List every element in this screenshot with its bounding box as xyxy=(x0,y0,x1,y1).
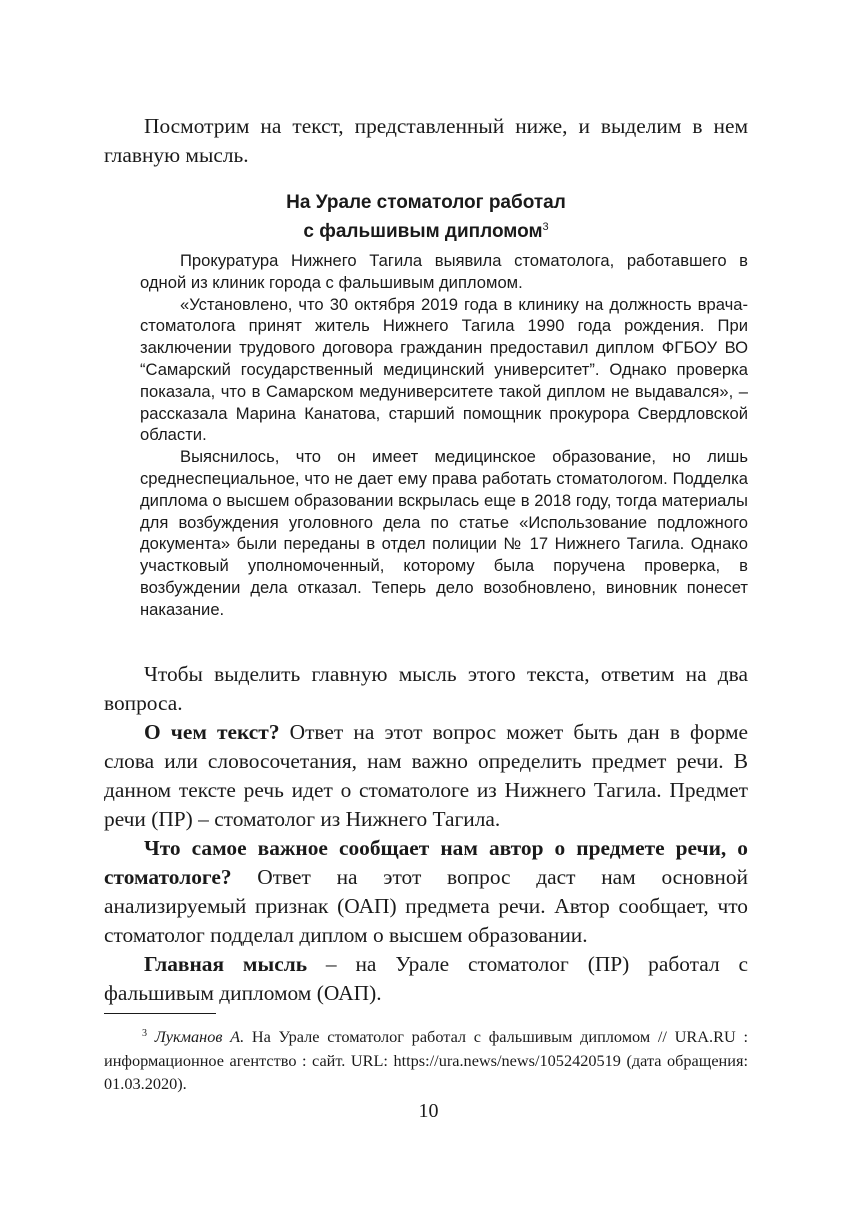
footnote-text: На Урале стоматолог работал с фальшивым дипломом // URA.RU : информационное агентство : сайт. URL: https://ura.news/news/1052420519 (дата обращения: 01.03.2020). xyxy=(104,1027,748,1093)
article-paragraph: Выяснилось, что он имеет медицинское образование, но лишь среднеспециальное, что не дает ему права работать стоматологом. Подделка диплома о высшем образовании вскрылась еще в 2018 году, тогда материалы для возбуждения уголовного дела по статье «Использование подложного документа» были переданы в отдел полиции № 17 Нижнего Тагила. Однако участковый уполномоченный, которому была поручена проверка, в возбуждении дела отказал. Теперь дело возобновлено, виновник понесет наказание. xyxy=(140,447,748,619)
intro-paragraph: Посмотрим на текст, представленный ниже, и выделим в нем главную мысль. xyxy=(104,114,748,167)
question-2-paragraph xyxy=(104,834,748,950)
main-idea-text: – на Урале стоматолог (ПР) работал с фальшивым дипломом (ОАП). xyxy=(104,952,749,1005)
article-paragraph: «Установлено, что 30 октября 2019 года в клинику на должность врача-стоматолога принят житель Нижнего Тагила 1990 года рождения. При заключении трудового договора гражданин предоставил диплом ФГБОУ ВО “Самарский государственный медицинский университет”. Однако проверка показала, что в Самарском медуниверситете такой диплом не выдавался», – рассказала Марина Канатова, старший помощник прокурора Свердловской области. xyxy=(140,294,748,445)
article-title xyxy=(104,190,748,244)
main-idea-label: Главная мысль xyxy=(144,952,308,976)
footnote-number: 3 xyxy=(142,1028,147,1039)
question-2-answer: Ответ на этот вопрос даст нам основной анализируемый признак (ОАП) предмета речи. Автор сообщает, что стоматолог подделал диплом о высшем образовании. xyxy=(104,864,748,947)
article-body xyxy=(140,250,748,621)
footnote-author: Лукманов А. xyxy=(154,1027,245,1046)
footnote-reference[interactable]: 3 xyxy=(542,221,549,233)
main-idea-paragraph xyxy=(104,950,748,1008)
article-paragraph: Прокуратура Нижнего Тагила выявила стоматолога, работавшего в одной из клиник города с фальшивым дипломом. xyxy=(140,251,748,292)
footnote-divider xyxy=(104,1013,216,1014)
article-title-line2: с фальшивым дипломом xyxy=(303,221,543,242)
question-1: О чем текст? xyxy=(144,720,280,744)
footnote xyxy=(104,1022,748,1096)
question-1-paragraph xyxy=(104,718,748,834)
page-number: 10 xyxy=(418,1100,439,1122)
article-title-line1: На Урале стоматолог работал xyxy=(286,192,566,213)
question-1-answer: Ответ на этот вопрос может быть дан в форме слова или словосочетания, нам важно определить предмет речи. В данном тексте речь идет о стоматологе из Нижнего Тагила. Предмет речи (ПР) – стоматолог из Нижнего Тагила. xyxy=(104,720,749,831)
analysis-intro: Чтобы выделить главную мысль этого текста, ответим на два вопроса. xyxy=(104,662,748,715)
question-2: Что самое важное сообщает нам автор о предмете речи, о стоматологе? xyxy=(104,836,748,889)
